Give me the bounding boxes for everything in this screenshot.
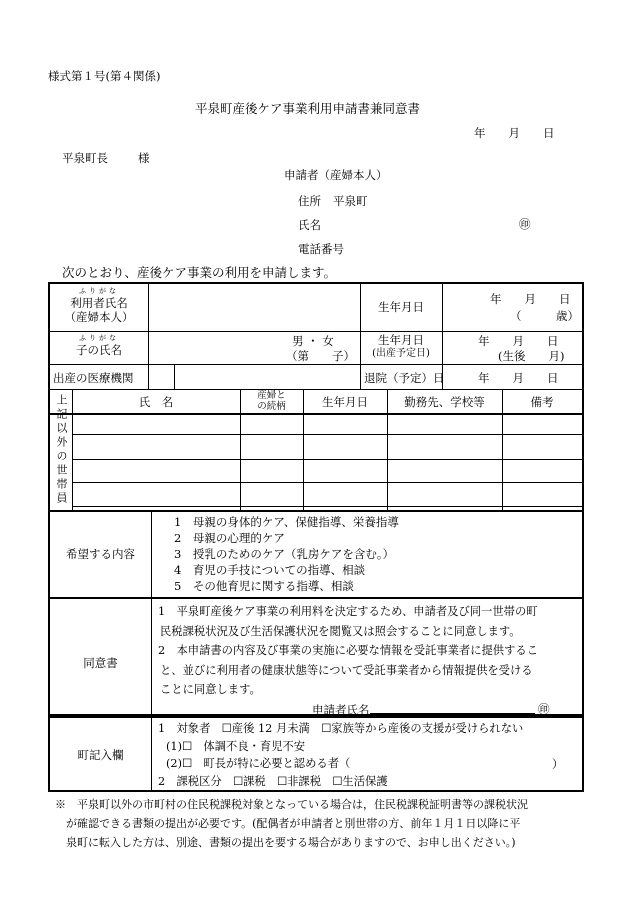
desired-item: 1 母親の身体的ケア、保健指導、栄養指導 [174,515,399,529]
household-col-name: 氏 名 [138,395,174,409]
office-label: 町記入欄 [77,748,124,762]
desired-item: 4 育児の手技についての指導、相談 [174,563,366,577]
address-row[interactable]: 住所 平泉町 [298,194,368,208]
household-row[interactable] [73,483,582,506]
office-paren-close: ） [552,757,564,771]
discharge-date-field[interactable]: 年 月 日 [478,371,559,385]
addressee: 平泉町長 様 [62,151,150,165]
household-col-birthdate: 生年月日 [322,395,368,409]
date-field[interactable]: 年 月 日 [474,126,555,140]
household-col-remarks: 備考 [530,395,554,409]
application-table [48,282,584,716]
page-title: 平泉町産後ケア事業利用申請書兼同意書 [195,101,421,116]
household-row[interactable] [73,414,582,434]
child-birthdate-field[interactable]: 年 月 日 [478,334,559,348]
gender-selector[interactable]: 男 ・ 女 [292,334,334,348]
user-birthdate-label: 生年月日 [378,300,424,314]
desired-list [174,514,399,594]
phone-label: 電話番号 [298,242,344,256]
household-col-relation: 産婦との続柄 [257,390,286,412]
birth-order-field[interactable]: （第 子） [286,349,355,363]
discharge-label: 退院（予定）日 [364,371,445,385]
hospital-label: 出産の医療機関 [53,371,134,385]
footnote: ※ 平泉町以外の市町村の住民税課税対象となっている場合は，住民税課税証明書等の課税状況 が確認できる書類の提出が必要です。(配偶者が申請者と別世帯の方、前年１月１日以降に平 泉町に転入した方は、別途、書類の提出を要する場合がありますので、お申し出ください。) [55,798,528,849]
household-side-label: 上記以外の世帯員 [55,394,68,506]
child-name-label: ふりがな 子の氏名 [76,334,122,357]
user-birthdate-field[interactable]: 年 月 日 [490,292,571,306]
household-row[interactable] [73,460,582,482]
desired-label: 希望する内容 [66,547,135,561]
consent-text: 1 平泉町産後ケア事業の利用料を決定するため、申請者及び同一世帯の町 民税課税状況及び生活保護状況を閲覧又は照会することに同意します。 2 本申請書の内容及び事業の実施に必要な情報を受託事業者に提供するこ と、並びに利用者の健康状態等について受託事業者から情報提供を受ける ことに同意します。 [158,605,538,696]
child-age-field[interactable]: (生後 月) [498,349,565,363]
desired-item: 5 その他育児に関する指導、相談 [174,579,354,593]
consent-seal: ㊞ [538,702,550,716]
intro-text: 次のとおり、産後ケア事業の利用を申請します。 [62,265,337,280]
user-name-label: ふりがな 利用者氏名 （産婦本人） [64,287,134,324]
child-birthdate-label: 生年月日 (出産予定日) [372,333,430,359]
user-age-field[interactable]: （ 歳） [510,309,579,323]
office-section [48,716,584,792]
consent-label: 同意書 [83,656,118,670]
office-content[interactable]: 1 対象者 ☐産後 12 月未満 ☐家族等から産後の支援が受けられない (1)☐ 体調不良・育児不安 (2)☐ 町長が特に必要と認める者（ 2 課税区分 ☐課税 ☐非課税 ☐生活保護 [158,722,524,788]
desired-item: 3 授乳のためのケア（乳房ケアを含む。） [174,547,395,561]
user-name-field[interactable] [149,284,360,331]
child-name-field[interactable] [149,331,299,364]
household-col-workplace: 勤務先、学校等 [404,395,485,409]
desired-item: 2 母親の心理的ケア [174,531,285,545]
consent-sign-label: 申請者氏名 [312,703,370,717]
seal-mark: ㊞ [519,217,531,231]
household-row[interactable] [73,435,582,459]
hospital-field[interactable] [175,364,360,389]
consent-sign-field[interactable] [370,701,535,714]
form-number: 様式第１号(第４関係) [48,69,161,83]
applicant-name-label: 氏名 [298,218,321,232]
applicant-label: 申請者（産婦本人） [284,168,388,182]
